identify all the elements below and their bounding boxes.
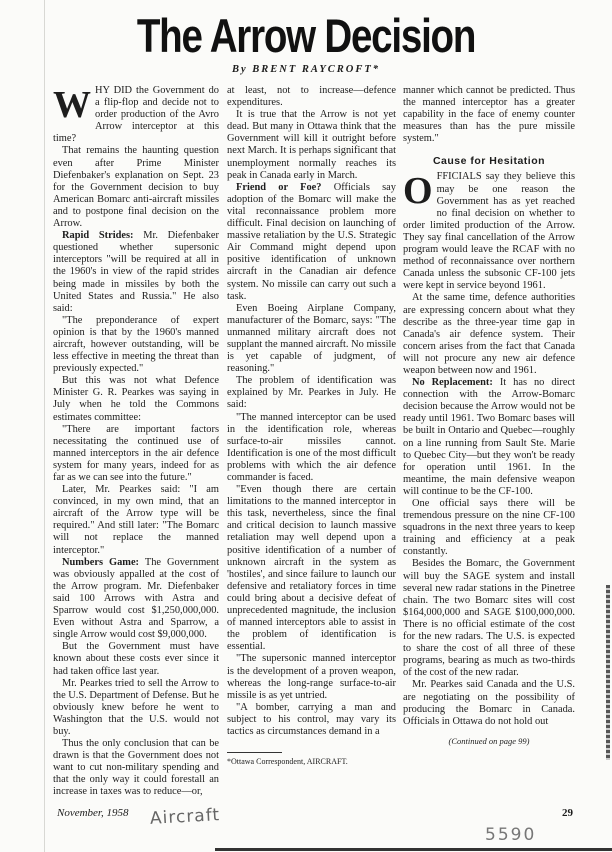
paragraph — [53, 145, 219, 230]
paragraph-text: at least, not to increase—defence expenditures. — [227, 85, 396, 109]
paragraph-text: That remains the haunting question even after Prime Minister Diefenbaker's explanation on Sept. 23 for the Government decision to buy American Bomarc anti-aircraft missiles and to postpone final decision on the Arrow. — [53, 145, 219, 230]
scan-bottom-edge — [215, 848, 612, 851]
paragraph-text: Mr. Pearkes tried to sell the Arrow to the U.S. Department of Defense. But he obviously knew before he went to Washington that the U.S. would not buy. — [53, 677, 219, 737]
paragraph-text: One official says there will be tremendous pressure on the nine CF-100 squadrons in the next three years to keep training and efficiency at a peak constantly. — [403, 498, 575, 558]
column-1 — [53, 85, 219, 799]
article-title: The Arrow Decision — [136, 9, 476, 62]
continued-note: (Continued on page 99) — [448, 735, 530, 746]
paragraph — [227, 303, 396, 376]
drop-cap: W — [53, 84, 91, 126]
footnote: *Ottawa Correspondent, AIRCRAFT. — [227, 757, 348, 767]
handwritten-number: 5590 — [485, 825, 537, 845]
paragraph-text: But the Government must have known about these costs ever since it had taken office last year. — [53, 641, 219, 677]
paragraph — [53, 375, 219, 423]
paragraph-text: HY DID the Government do a flip-flop and decide not to order production of the Avro Arrow interceptor at this time? — [53, 85, 219, 145]
run-in-heading: Numbers Game: — [62, 556, 140, 568]
paragraph — [227, 182, 396, 303]
page-number: 29 — [562, 807, 573, 819]
paragraph — [53, 484, 219, 557]
paragraph-text: Mr. Pearkes said Canada and the U.S. are negotiating on the possibility of producing the Bomarc in Canada. Officials in Ottawa do not hold out — [403, 679, 575, 727]
paragraph — [53, 424, 219, 484]
handwritten-note: Aircraft — [149, 805, 221, 829]
paragraph — [53, 678, 219, 738]
paragraph-text: "The supersonic manned interceptor is the development of a proven weapon, whereas the long-range surface-to-air missile is as yet untried. — [227, 653, 396, 701]
paragraph-text: It has no direct connection with the Arrow-Bomarc decision because the Arrow would not be ready until 1961. Two Bomarc bases will be built in Ontario and Quebec—roughly on a line running from Sault Ste. Marie to Quebec City—but they won't be ready for operation until 1961. In the meantime, the main defensive weapon will continue to be the CF-100. — [403, 377, 575, 497]
paragraph — [227, 702, 396, 738]
paragraph — [53, 641, 219, 677]
paragraph — [227, 109, 396, 182]
paragraph-text: "The manned interceptor can be used in the identification role, whereas surface-to-air missiles cannot. Identification is one of the most difficult problems with which the air defence commander is faced. — [227, 411, 396, 483]
paragraph — [53, 230, 219, 315]
paragraph-text: manner which cannot be predicted. Thus the manned interceptor has a greater capability in the face of enemy counter measures than has the pure missile system." — [403, 85, 575, 145]
paragraph — [227, 653, 396, 701]
paragraph — [403, 679, 575, 727]
paragraph — [53, 557, 219, 642]
paragraph-text: Thus the only conclusion that can be drawn is that the Government does not want to cut non-military spending and that the only way it could forestall an increase in taxes was to reduce—or, — [53, 738, 219, 798]
paragraph-text: But this was not what Defence Minister G. R. Pearkes was saying in July when he told the Commons estimates committee: — [53, 375, 219, 423]
paragraph — [403, 498, 575, 558]
paragraph-text: Mr. Diefenbaker questioned whether supersonic interceptors "will be required at all in the 1960's in view of the rapid strides being made in missiles by both the United States and Russia." He also said: — [53, 230, 219, 314]
paragraph-text: It is true that the Arrow is not yet dead. But many in Ottawa think that the Government will kill it outright before next March. It is perhaps significant that unemployment normally reaches its peak in Canada early in March. — [227, 109, 396, 181]
paragraph-text: Later, Mr. Pearkes said: "I am convinced, in my own mind, that an aircraft of the Arrow type will be required." And still later: "The Bomarc will not replace the manned interceptor." — [53, 484, 219, 556]
run-in-heading: Rapid Strides: — [62, 230, 134, 242]
paragraph-text: The Government was obviously appalled at the cost of the Arrow program. Mr. Diefenbaker said 100 Arrows with Astra and Sparrow would cost $1,250,000,000. Even without Astra and Sparrow, a single Arrow would cost $9,000,000. — [53, 556, 219, 641]
paragraph-text: "There are important factors necessitating the continued use of manned interceptors in the air defence system for many years, indeed for as far as we can see into the future." — [53, 423, 219, 483]
issue-date: November, 1958 — [57, 807, 129, 819]
column-2 — [227, 85, 396, 767]
paragraph-text: The problem of identification was explained by Mr. Pearkes in July. He said: — [227, 375, 396, 411]
run-in-heading: Friend or Foe? — [236, 181, 322, 193]
paragraph-text: At the same time, defence authorities are expressing concern about what they describe as the three-year time gap in Canada's air defence system. Their concern arises from the fact that Canada will not procure any new air defence weapon between now and 1961. — [403, 292, 575, 376]
paragraph-text: Officials say adoption of the Bomarc will make the vital reconnaissance problem more difficult. Final decision on launching of massive retaliation by the U.S. Strategic Air Command might depend upon positive identification of unknown aircraft in the Canadian air defence system. No missile can carry out such a task. — [227, 181, 396, 302]
paragraph — [403, 85, 575, 145]
paragraph-text: "Even though there are certain limitations to the manned interceptor in this task, nevertheless, since the final and critical decision to launch massive retaliation may well depend upon a positive identification of a number of unknown aircraft in the system as 'hostiles', and since failure to launch our defensive and retaliatory forces in time could bring about a decisive defeat of unprecedented magnitude, the inclusion of manned interceptors able to assist in the problem of identification is essential. — [227, 484, 396, 653]
paragraph — [53, 738, 219, 798]
footnote-rule — [227, 752, 282, 753]
paragraph — [227, 85, 396, 109]
run-in-heading: No Replacement: — [412, 377, 493, 389]
paragraph — [403, 292, 575, 377]
column-3 — [403, 85, 575, 747]
paragraph — [227, 375, 396, 411]
paragraph-text: Even Boeing Airplane Company, manufacturer of the Bomarc, says: "The unmanned military aircraft does not supplant the manned aircraft. No missile is yet capable of judgment, of reasoning." — [227, 302, 396, 375]
paragraph — [53, 315, 219, 375]
section-heading: Cause for Hesitation — [432, 155, 546, 168]
paragraph-text: Besides the Bomarc, the Government will buy the SAGE system and install several new radar stations in the Pinetree chain. The two Bomarc sites will cost $164,000,000 and SAGE $100,000,000. There is no official estimate of the cost for the new radars. The U.S. is expected to share the cost of all three of these programs, bearing as much as two-thirds of the cost of the new radar. — [403, 558, 575, 679]
paragraph-text: "The preponderance of expert opinion is that by the 1960's manned aircraft, however outstanding, will be less effective in meeting the threat than previously expected." — [53, 314, 219, 375]
paragraph — [403, 377, 575, 498]
paragraph — [53, 85, 219, 145]
drop-cap: O — [403, 170, 433, 213]
scan-edge-strip — [606, 585, 610, 760]
byline: By BRENT RAYCROFT* — [231, 64, 381, 75]
paragraph — [403, 558, 575, 679]
paragraph-text: "A bomber, carrying a man and subject to his control, may vary its tactics as circumstances demand in a — [227, 701, 396, 737]
paragraph — [227, 484, 396, 653]
paragraph — [403, 171, 575, 292]
paragraph — [227, 412, 396, 485]
page-edge — [44, 0, 45, 852]
paragraph-text: FFICIALS say they believe this may be one reason the Government has as yet reached no final decision on whether to order limited production of the Arrow. They say final cancellation of the Arrow program would leave the RCAF with no method of reconnaissance over northern Canada unless the subsonic CF-100 jets were kept in service beyond 1961. — [403, 171, 575, 292]
